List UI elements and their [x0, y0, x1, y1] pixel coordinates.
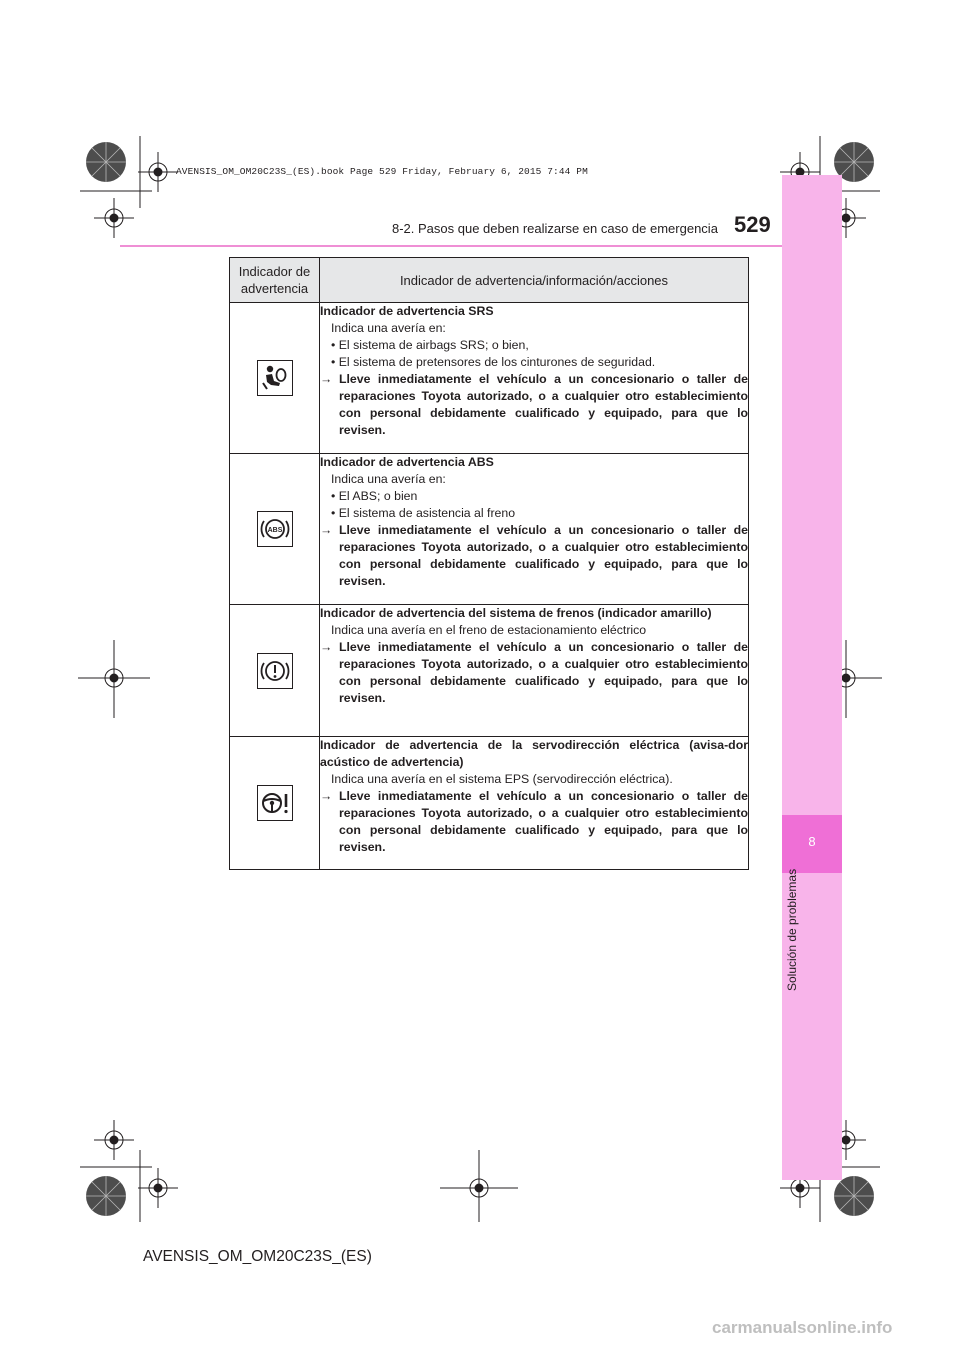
- list-item: • El sistema de asistencia al freno: [331, 506, 516, 520]
- eps-steering-icon: [257, 785, 293, 821]
- section-title: 8-2. Pasos que deben realizarse en caso de emergencia: [392, 221, 718, 236]
- indicator-intro: Indica una avería en:: [331, 321, 446, 335]
- srs-airbag-icon: [257, 360, 293, 396]
- indicator-intro: Indica una avería en:: [331, 472, 446, 486]
- book-file-line: AVENSIS_OM_OM20C23S_(ES).book Page 529 Friday, February 6, 2015 7:44 PM: [176, 166, 588, 177]
- warning-indicator-table: [229, 257, 749, 870]
- header-rule: [120, 245, 782, 247]
- table-row: [230, 303, 749, 454]
- chapter-number: 8: [808, 834, 816, 849]
- icon-cell: [230, 737, 320, 870]
- icon-cell: [230, 454, 320, 605]
- table-header-row: [230, 258, 749, 303]
- abs-icon: [257, 511, 293, 547]
- list-item: • El sistema de airbags SRS; o bien,: [331, 338, 529, 352]
- abs-icon-text: ABS: [267, 527, 282, 534]
- icon-cell: [230, 605, 320, 737]
- indicator-title: Indicador de advertencia ABS: [320, 455, 494, 469]
- col-header-info: Indicador de advertencia/información/acciones: [320, 258, 749, 303]
- chapter-title: Solución de problemas: [785, 868, 799, 991]
- indicator-title: Indicador de advertencia SRS: [320, 304, 494, 318]
- table-row: [230, 454, 749, 605]
- chapter-side-tab: [782, 175, 842, 1180]
- table-row: [230, 605, 749, 737]
- description-cell: [320, 303, 749, 454]
- indicator-intro: Indica una avería en el freno de estacionamiento eléctrico: [331, 623, 647, 637]
- description-cell: [320, 737, 749, 870]
- description-cell: [320, 454, 749, 605]
- manual-code: AVENSIS_OM_OM20C23S_(ES): [143, 1248, 372, 1265]
- indicator-intro: Indica una avería en el sistema EPS (servodirección eléctrica).: [331, 772, 673, 786]
- table-row: [230, 737, 749, 870]
- action-text: → Lleve inmediatamente el vehículo a un concesionario o taller de reparaciones Toyota autorizado, o a cualquier otro establecimiento con personal debidamente cualificado y equipado, para que lo revisen.: [320, 523, 748, 588]
- action-text: → Lleve inmediatamente el vehículo a un concesionario o taller de reparaciones Toyota autorizado, o a cualquier otro establecimiento con personal debidamente cualificado y equipado, para que lo revisen.: [320, 372, 748, 437]
- action-text: → Lleve inmediatamente el vehículo a un concesionario o taller de reparaciones Toyota autorizado, o a cualquier otro establecimiento con personal debidamente cualificado y equipado, para que lo revisen.: [320, 640, 748, 705]
- indicator-title: Indicador de advertencia de la servodirección eléctrica (avisa-dor acústico de advertencia): [320, 738, 748, 769]
- indicator-title: Indicador de advertencia del sistema de frenos (indicador amarillo): [320, 606, 712, 620]
- icon-cell: [230, 303, 320, 454]
- list-item: • El ABS; o bien: [331, 489, 418, 503]
- description-cell: [320, 605, 749, 737]
- brake-system-icon: [257, 653, 293, 689]
- list-item: • El sistema de pretensores de los cinturones de seguridad.: [331, 355, 656, 369]
- watermark-logo: carmanualsonline.info: [712, 1318, 893, 1337]
- page-number: 529: [734, 212, 771, 237]
- action-text: → Lleve inmediatamente el vehículo a un concesionario o taller de reparaciones Toyota autorizado, o a cualquier otro establecimiento con personal debidamente cualificado y equipado, para que lo revisen.: [320, 789, 748, 854]
- col-header-indicator: Indicador de advertencia: [230, 258, 320, 303]
